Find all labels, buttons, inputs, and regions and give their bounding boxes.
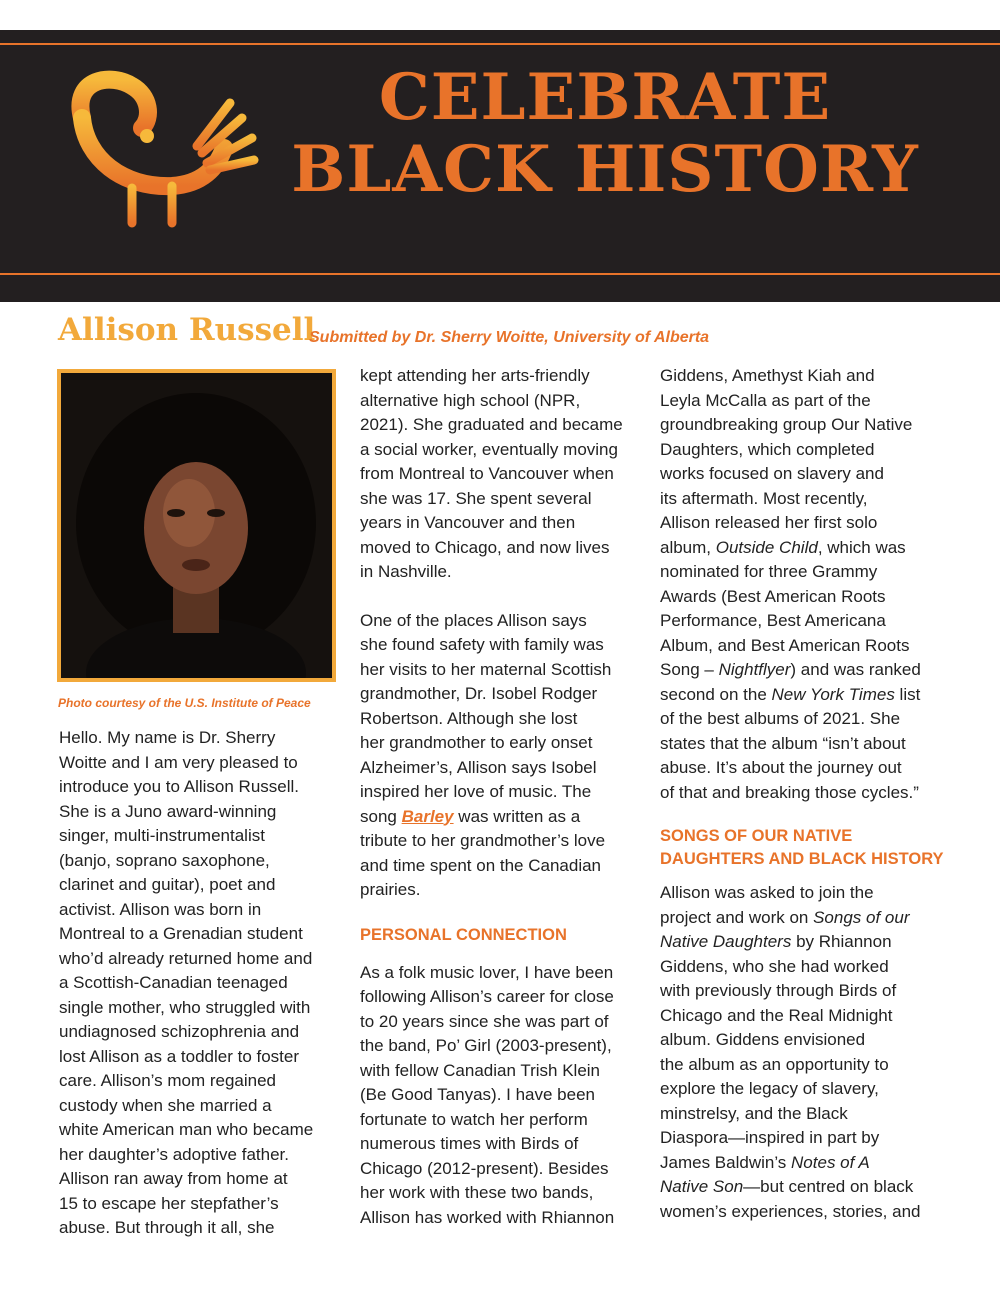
text-line: states that the album “isn’t about	[660, 733, 906, 753]
text-line: alternative high school (NPR,	[360, 390, 581, 410]
paragraph-gap	[360, 903, 650, 924]
text-line	[660, 1175, 960, 1200]
text-line: undiagnosed schizophrenia and	[59, 1022, 300, 1041]
text-fragment: song	[360, 806, 402, 826]
text-line: tribute to her grandmother’s love	[360, 831, 606, 850]
text-line: moved to Chicago, and now lives	[360, 537, 610, 557]
paragraph-gap	[360, 585, 650, 609]
text-line: clarinet and guitar), poet and	[59, 875, 276, 894]
text-line: Daughters, which completed	[660, 439, 875, 459]
text-fragment: list	[894, 684, 921, 704]
text-line: Album, and Best American Roots	[660, 635, 910, 655]
text-line: lost Allison as a toddler to foster	[59, 1046, 300, 1066]
text-line: 2021). She graduated and became	[360, 415, 623, 434]
text-line: of that and breaking those cycles.”	[660, 782, 919, 802]
text-fragment: album,	[660, 537, 716, 557]
text-line: Allison has worked with Rhiannon	[360, 1207, 615, 1227]
text-fragment: second on the	[660, 684, 772, 704]
text-line: she was 17. She spent several	[360, 488, 592, 508]
album-title: Native Daughters	[660, 932, 792, 951]
text-line: single mother, who struggled with	[59, 997, 311, 1017]
album-title: Outside Child	[715, 537, 818, 557]
text-line: kept attending her arts-friendly	[360, 366, 590, 385]
text-line: minstrelsy, and the Black	[660, 1103, 848, 1123]
text-line: she found safety with family was	[360, 635, 604, 654]
text-line: her work with these two bands,	[360, 1183, 594, 1202]
text-line: activist. Allison was born in	[59, 899, 262, 919]
barley-song-link[interactable]: Barley	[401, 806, 454, 826]
text-line: with previously through Birds of	[660, 981, 897, 1000]
text-line: Giddens, Amethyst Kiah and	[660, 366, 875, 385]
text-line: She is a Juno award-winning	[59, 801, 277, 821]
publication-title: New York Times	[771, 684, 895, 704]
text-line: Awards (Best American Roots	[660, 586, 886, 606]
album-title: Songs of our	[813, 907, 910, 927]
text-line: Allison released her first solo	[660, 513, 878, 532]
text-line	[660, 658, 960, 683]
paragraph-gap	[660, 871, 960, 881]
book-title: Notes of A	[791, 1152, 870, 1172]
title-line-1: CELEBRATE	[378, 60, 832, 135]
text-line: (banjo, soprano saxophone,	[59, 850, 270, 870]
article-column-3	[660, 364, 960, 1224]
paragraph-gap	[360, 947, 650, 961]
text-line: singer, multi-instrumentalist	[59, 826, 265, 845]
text-line: Hello. My name is Dr. Sherry	[59, 728, 276, 747]
text-line: One of the places Allison says	[360, 610, 587, 630]
text-line: its aftermath. Most recently,	[660, 488, 868, 508]
text-line: following Allison’s career for close	[360, 987, 614, 1006]
text-line: Chicago (2012-present). Besides	[360, 1158, 609, 1178]
text-line: Giddens, who she had worked	[660, 956, 889, 976]
article-column-2	[360, 364, 650, 1230]
text-line: Allison was asked to join the	[660, 883, 874, 902]
text-line: her grandmother to early onset	[360, 733, 593, 752]
text-line: a social worker, eventually moving	[360, 439, 618, 459]
text-line: works focused on slavery and	[660, 464, 884, 483]
text-line: (Be Good Tanyas). I have been	[360, 1085, 596, 1104]
title-line-2: BLACK HISTORY	[291, 132, 919, 207]
text-line	[660, 683, 960, 708]
text-line: 15 to escape her stepfather’s	[59, 1193, 279, 1213]
article-subject-name: Allison Russell	[58, 312, 316, 348]
text-line: groundbreaking group Our Native	[660, 415, 913, 434]
photo-caption: Photo courtesy of the U.S. Institute of Peace	[58, 696, 311, 710]
text-line	[360, 805, 650, 830]
text-line: nominated for three Grammy	[660, 562, 878, 581]
portrait-photo	[57, 369, 336, 682]
text-line: fortunate to watch her perform	[360, 1109, 588, 1129]
text-line: explore the legacy of slavery,	[660, 1079, 879, 1098]
text-line: Montreal to a Grenadian student	[59, 924, 303, 943]
text-line: Leyla McCalla as part of the	[660, 390, 871, 410]
text-line	[660, 1151, 960, 1176]
text-line: album. Giddens envisioned	[660, 1030, 866, 1049]
text-fragment: James Baldwin’s	[660, 1152, 792, 1172]
text-fragment: by Rhiannon	[791, 932, 892, 951]
text-line: prairies.	[360, 880, 421, 899]
text-line: women’s experiences, stories, and	[660, 1201, 921, 1221]
text-line: of the best albums of 2021. She	[660, 709, 901, 728]
page-title	[290, 62, 920, 206]
text-line: numerous times with Birds of	[360, 1134, 579, 1153]
article-column-1	[59, 726, 349, 1241]
text-line: a Scottish-Canadian teenaged	[59, 973, 288, 992]
text-line: white American man who became	[59, 1120, 314, 1139]
text-line: care. Allison’s mom regained	[59, 1071, 277, 1090]
text-line: her visits to her maternal Scottish	[360, 659, 612, 679]
text-line: years in Vancouver and then	[360, 513, 576, 532]
text-line: in Nashville.	[360, 562, 452, 581]
text-line: Chicago and the Real Midnight	[660, 1005, 893, 1025]
text-line: Diaspora—inspired in part by	[660, 1128, 880, 1147]
text-line	[660, 536, 960, 561]
text-line: and time spent on the Canadian	[360, 855, 602, 875]
article-byline: Submitted by Dr. Sherry Woitte, University of Alberta	[309, 329, 710, 346]
text-fragment: ) and was ranked	[790, 660, 921, 679]
book-title: Native Son	[660, 1177, 744, 1196]
text-line: the album as an opportunity to	[660, 1054, 889, 1074]
text-fragment: Song –	[660, 660, 719, 679]
portrait-illustration	[61, 373, 332, 678]
banner-top-stripe	[0, 43, 1000, 45]
paragraph-gap	[660, 805, 960, 825]
text-line: Robertson. Although she lost	[360, 708, 578, 728]
text-line: her daughter’s adoptive father.	[59, 1144, 289, 1164]
text-line: to 20 years since she was part of	[360, 1011, 609, 1031]
text-fragment: was written as a	[453, 806, 581, 826]
text-line: Performance, Best Americana	[660, 611, 886, 630]
section-heading-personal-connection: PERSONAL CONNECTION	[360, 925, 567, 944]
sankofa-bird-icon	[52, 48, 262, 228]
song-title: Nightflyer	[718, 660, 791, 679]
section-heading-songs-line-1: SONGS OF OUR NATIVE	[660, 827, 853, 845]
text-line	[660, 906, 960, 931]
text-fragment: —but centred on black	[743, 1177, 914, 1196]
text-line: custody when she married a	[59, 1095, 272, 1115]
text-line: abuse. It’s about the journey out	[660, 758, 902, 777]
text-line: with fellow Canadian Trish Klein	[360, 1060, 601, 1080]
text-line: Alzheimer’s, Allison says Isobel	[360, 757, 597, 777]
text-line: abuse. But through it all, she	[59, 1218, 275, 1237]
section-heading-songs-line-2: DAUGHTERS AND BLACK HISTORY	[660, 850, 944, 868]
text-line	[660, 930, 960, 955]
text-line: the band, Po’ Girl (2003-present),	[360, 1036, 612, 1055]
text-fragment: , which was	[817, 537, 906, 557]
text-line: inspired her love of music. The	[360, 782, 592, 801]
text-line: from Montreal to Vancouver when	[360, 464, 614, 483]
banner-bottom-stripe	[0, 273, 1000, 275]
text-line: As a folk music lover, I have been	[360, 962, 614, 982]
text-line: Woitte and I am very pleased to	[59, 752, 298, 772]
text-line: introduce you to Allison Russell.	[59, 777, 300, 796]
text-line: Allison ran away from home at	[59, 1169, 288, 1188]
text-fragment: project and work on	[660, 907, 814, 927]
text-line: grandmother, Dr. Isobel Rodger	[360, 684, 598, 703]
text-line: who’d already returned home and	[59, 948, 313, 968]
